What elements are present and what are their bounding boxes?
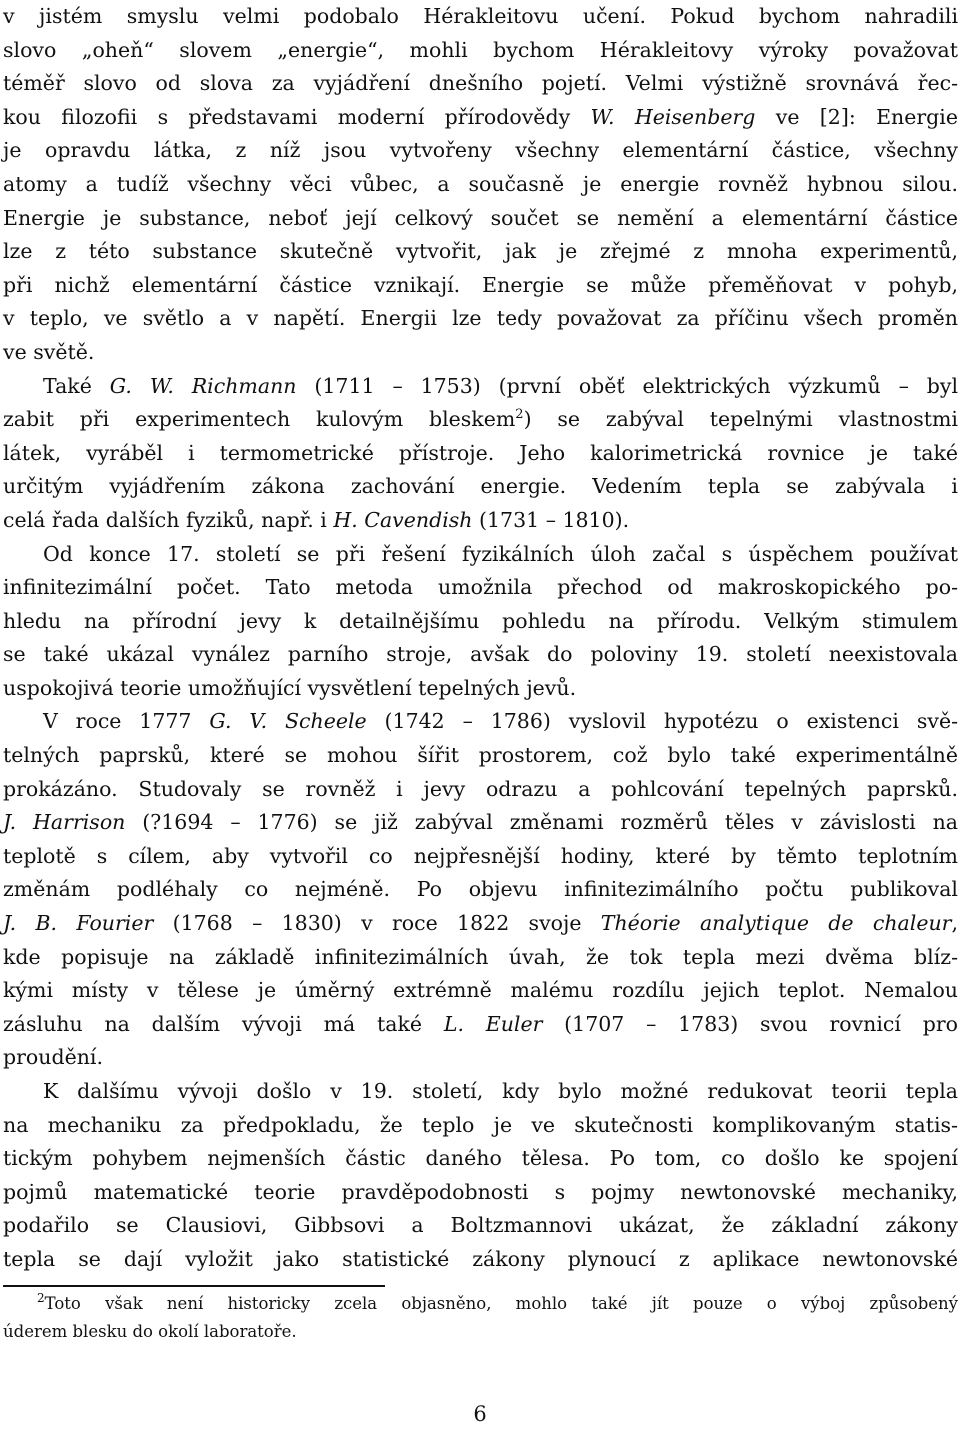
footnote-text: Toto však není historicky zcela objasněno, mohlo také jít pouze o výboj způsobený: [44, 1294, 958, 1313]
person-name-fourier: J. B. Fourier: [3, 911, 154, 936]
text-span: zásluhu na dalším vývoji má také: [3, 1011, 444, 1036]
footnote-divider: [3, 1285, 385, 1287]
text-span: (1742 – 1786) vyslovil hypotézu o existenci svě-: [366, 709, 958, 734]
text-span: (1711 – 1753) (první oběť elektrických výzkumů – byl: [296, 373, 959, 398]
text-line: slovo „oheň“ slovem „energie“, mohli bychom Hérakleitovy výroky považovat: [3, 37, 958, 62]
text-span: ) se zabýval tepelnými vlastnostmi: [523, 407, 958, 432]
text-line: [3, 907, 958, 941]
text-line: teplotě s cílem, aby vytvořil co nejpřesnější hodiny, které by těmto teplotním: [3, 843, 958, 868]
text-span: ,: [951, 911, 958, 936]
text-line: tepla se dají vyložit jako statistické zákony plynoucí z aplikace newtonovské: [3, 1246, 958, 1271]
text-line: [3, 1008, 958, 1042]
person-name-euler: L. Euler: [443, 1011, 543, 1036]
text-line: [3, 101, 958, 135]
text-line: kde popisuje na základě infinitezimálních úvah, že tok tepla mezi dvěma blíz-: [3, 944, 958, 969]
text-line: uspokojivá teorie umožňující vysvětlení tepelných jevů.: [3, 675, 577, 700]
text-line: prokázáno. Studovaly se rovněž i jevy odrazu a pohlcování tepelných paprsků.: [3, 776, 958, 801]
text-span: (1768 – 1830) v roce 1822 svoje: [153, 911, 601, 936]
text-line: téměř slovo od slova za vyjádření dnešního pojetí. Velmi výstižně srovnává řec-: [3, 71, 958, 96]
text-line: proudění.: [3, 1045, 103, 1070]
person-name-richmann: G. W. Richmann: [109, 373, 297, 398]
text-line: se také ukázal vynález parního stroje, avšak do poloviny 19. století neexistovala: [3, 642, 958, 667]
person-name-scheele: G. V. Scheele: [209, 709, 367, 734]
text-line: Energie je substance, neboť její celkový součet se nemění a elementární částice: [3, 205, 958, 230]
person-name-heisenberg: W. Heisenberg: [590, 104, 756, 129]
text-line: pojmů matematické teorie pravděpodobnosti s pojmy newtonovské mechaniky,: [3, 1179, 958, 1204]
footnote-number: 2: [37, 1291, 45, 1305]
footnote-line: úderem blesku do okolí laboratoře.: [3, 1322, 297, 1341]
text-line: kými místy v tělese je úměrný extrémně malému rozdílu jejich teplot. Nemalou: [3, 978, 958, 1003]
page-number: 6: [473, 1402, 487, 1426]
text-line: lze z této substance skutečně vytvořit, jak je zřejmé z mnoha experimentů,: [3, 239, 958, 264]
body-text: [3, 0, 958, 1277]
text-line: látek, vyráběl i termometrické přístroje. Jeho kalorimetrická rovnice je také: [3, 440, 958, 465]
text-line: hledu na přírodní jevy k detailnějšímu pohledu na přírodu. Velkým stimulem: [3, 608, 958, 633]
text-line: [3, 504, 958, 538]
footnote-marker: 2: [515, 407, 524, 423]
text-line: podařilo se Clausiovi, Gibbsovi a Boltzmannovi ukázat, že základní zákony: [3, 1213, 958, 1238]
book-title: Théorie analytique de chaleur: [600, 911, 952, 936]
text-line: je opravdu látka, z níž jsou vytvořeny všechny elementární částice, všechny: [3, 138, 958, 163]
person-name-harrison: J. Harrison: [3, 810, 126, 835]
text-line: [3, 806, 958, 840]
text-line: [3, 370, 958, 404]
text-span: (1707 – 1783) svou rovnicí pro: [542, 1011, 958, 1036]
text-span: (1731 – 1810).: [472, 507, 630, 532]
text-line: určitým vyjádřením zákona zachování energie. Vedením tepla se zabývala i: [3, 474, 958, 499]
text-line: tickým pohybem nejmenších částic daného tělesa. Po tom, co došlo ke spojení: [3, 1146, 958, 1171]
text-span: ve [2]: Energie: [755, 104, 958, 129]
footnote-line: [3, 1290, 958, 1318]
text-line: Od konce 17. století se při řešení fyzikálních úloh začal s úspěchem používat: [43, 541, 958, 566]
text-span: V roce 1777: [43, 709, 210, 734]
text-line: změnám podléhaly co nejméně. Po objevu infinitezimálního počtu publikoval: [3, 877, 958, 902]
text-line: při nichž elementární částice vznikají. Energie se může přeměňovat v pohyb,: [3, 272, 958, 297]
text-span: kou filozofii s představami moderní přírodovědy: [3, 104, 591, 129]
text-line: v jistém smyslu velmi podobalo Hérakleitovu učení. Pokud bychom nahradili: [3, 4, 958, 28]
text-line: [3, 403, 958, 437]
text-line: atomy a tudíž všechny věci vůbec, a současně je energie rovněž hybnou silou.: [3, 171, 958, 196]
text-span: (?1694 – 1776) se již zabýval změnami rozměrů těles v závislosti na: [125, 810, 959, 835]
text-line: v teplo, ve světlo a v napětí. Energii lze tedy považovat za příčinu všech proměn: [3, 306, 958, 331]
text-span: Také: [43, 373, 110, 398]
text-line: na mechaniku za předpokladu, že teplo je ve skutečnosti komplikovaným statis-: [3, 1112, 958, 1137]
text-line: telných paprsků, které se mohou šířit prostorem, což bylo také experimentálně: [3, 743, 958, 768]
text-line: K dalšímu vývoji došlo v 19. století, kdy bylo možné redukovat teorii tepla: [43, 1079, 958, 1103]
text-span: celá řada dalších fyziků, např. i: [3, 507, 334, 532]
text-span: zabit při experimentech kulovým bleskem: [3, 407, 516, 432]
text-line: infinitezimální počet. Tato metoda umožnila přechod od makroskopického po-: [3, 575, 958, 600]
text-line: ve světě.: [3, 339, 95, 364]
footnote: [3, 1290, 958, 1346]
person-name-cavendish: H. Cavendish: [333, 507, 473, 532]
text-line: [3, 705, 958, 739]
